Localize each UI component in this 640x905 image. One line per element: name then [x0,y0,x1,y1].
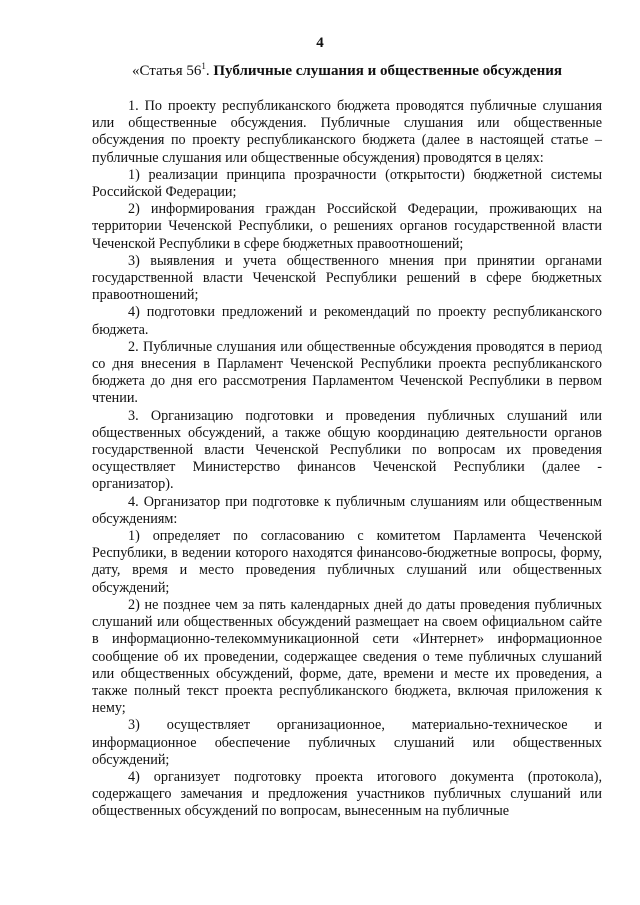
article-body [92,98,602,821]
article-number-superscript: 1 [201,61,206,71]
paragraph-1-item-3: 3) выявления и учета общественного мнения при принятии органами государственной власти Чеченской Республики решений в сфере бюджетных правоотношений; [92,252,602,304]
paragraph-3: 3. Организацию подготовки и проведения публичных слушаний или общественных обсуждений, а также общую координацию деятельности органов государственной власти Чеченской Республики по вопросам их проведения осуществляет Министерство финансов Чеченской Республики (далее - организатор). [92,407,602,493]
paragraph-4-item-1: 1) определяет по согласованию с комитетом Парламента Чеченской Республики, в ведении которого находятся финансово-бюджетные вопросы, форму, дату, время и место проведения публичных слушаний или общественных обсуждений; [92,528,602,596]
page-number: 4 [316,35,324,51]
paragraph-4-item-4: 4) организует подготовку проекта итогового документа (протокола), содержащего замечания и предложения участников публичных слушаний или общественных обсуждений по вопросам, вынесенным на публичные [92,768,602,820]
article-heading [92,62,602,81]
paragraph-2: 2. Публичные слушания или общественные обсуждения проводятся в период со дня внесения в Парламент Чеченской Республики проекта республиканского бюджета до дня его рассмотрения Парламентом Чеченской Республики в первом чтении. [92,338,602,407]
paragraph-4: 4. Организатор при подготовке к публичным слушаниям или общественным обсуждениям: [92,493,602,527]
article-heading-prefix: «Статья 56 [131,63,202,79]
paragraph-4-item-2: 2) не позднее чем за пять календарных дней до даты проведения публичных слушаний или общественных обсуждений размещает на своем официальном сайте в информационно-телекоммуникационной сети «Интернет» информационное сообщение об их проведении, содержащее сведения о теме публичных слушаний или общественных обсуждений, форме, дате, времени и месте их проведения, а также полный текст проекта республиканского бюджета, включая приложения к нему; [92,596,602,717]
article-title: Публичные слушания и общественные обсуждения [213,63,562,79]
paragraph-1-item-2: 2) информирования граждан Российской Федерации, проживающих на территории Чеченской Республики, о решениях органов государственной власти Чеченской Республики в сфере бюджетных правоотношений; [92,201,602,252]
paragraph-1: 1. По проекту республиканского бюджета проводятся публичные слушания или общественные обсуждения. Публичные слушания или общественные обсуждения по проекту республиканского бюджета (далее в настоящей статье – публичные слушания или общественные обсуждения) проводятся в целях: [92,98,602,166]
paragraph-1-item-1: 1) реализации принципа прозрачности (открытости) бюджетной системы Российской Федерации; [92,166,602,201]
paragraph-4-item-3: 3) осуществляет организационное, материально-техническое и информационное обеспечение публичных слушаний или общественных обсуждений; [92,717,602,768]
paragraph-1-item-4: 4) подготовки предложений и рекомендаций по проекту республиканского бюджета. [92,304,602,338]
article-heading-suffix: . [205,63,210,79]
